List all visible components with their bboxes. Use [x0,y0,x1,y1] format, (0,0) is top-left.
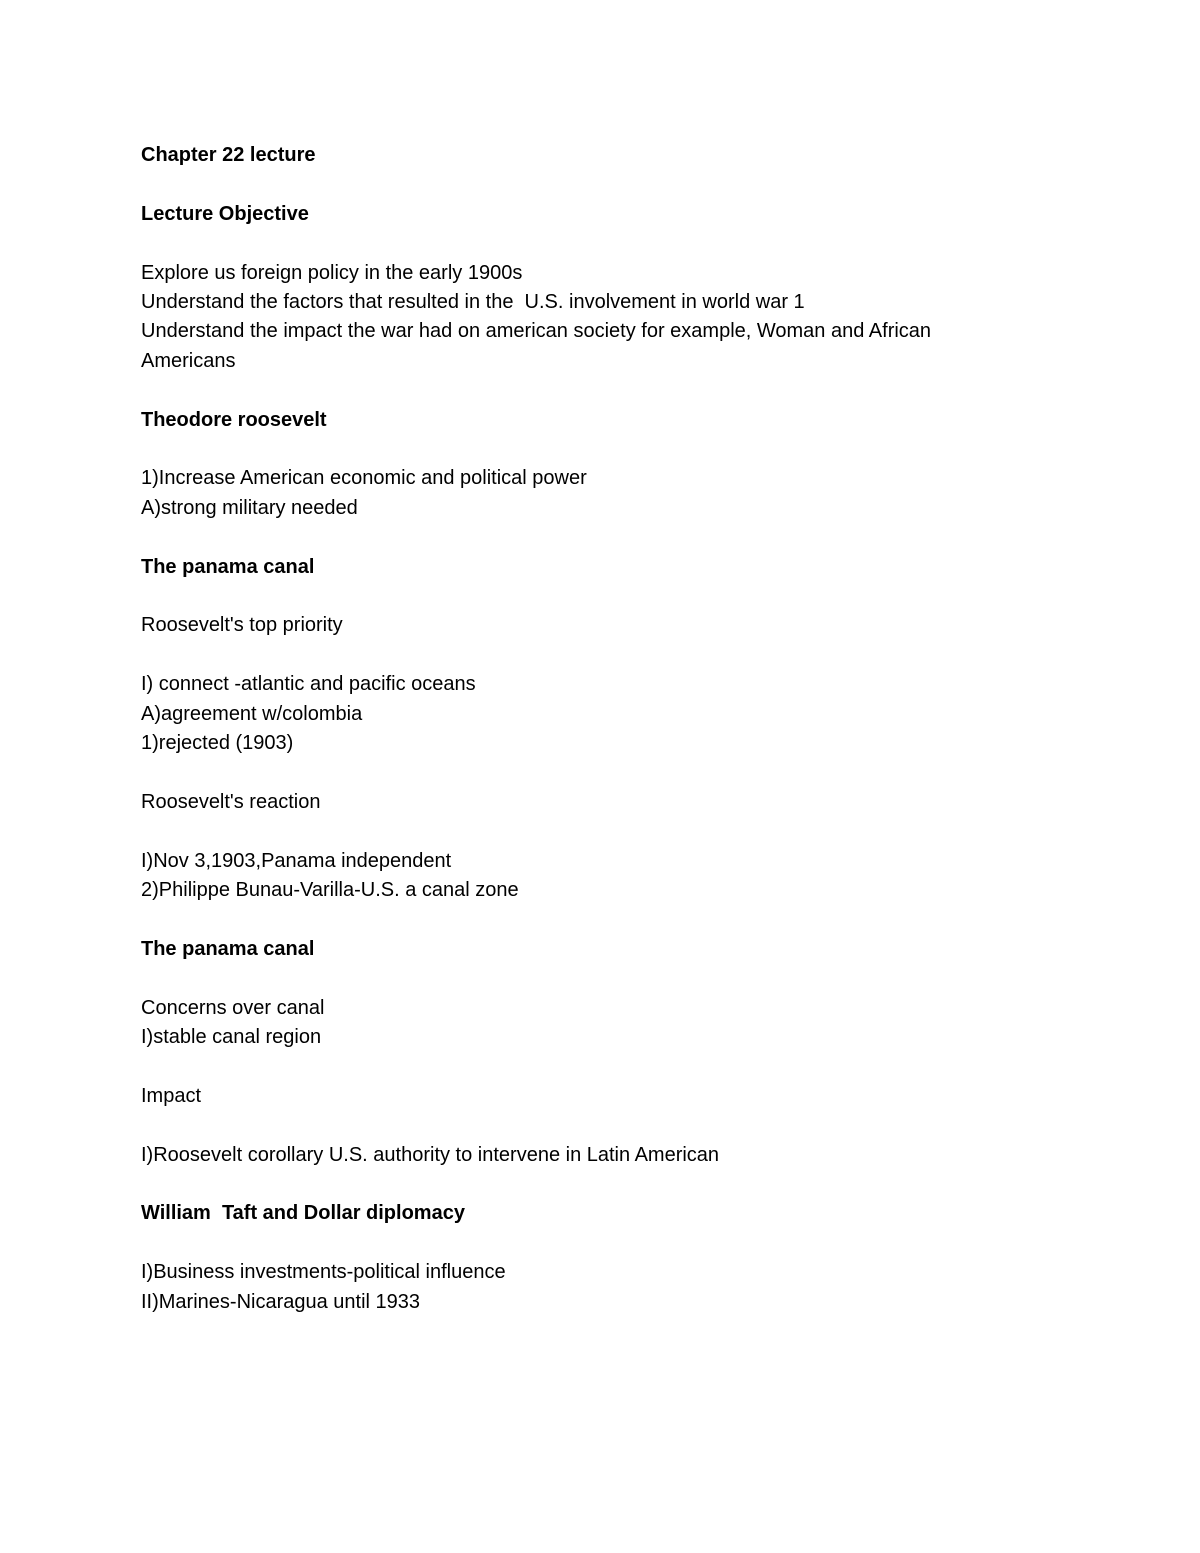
spacer [141,964,1041,993]
text-line: 1)rejected (1903) [141,732,294,755]
text-line: I)Roosevelt corollary U.S. authority to intervene in Latin American [141,1143,720,1166]
section-heading: Theodore roosevelt [141,408,327,431]
spacer [141,1229,1041,1258]
spacer [141,905,1041,934]
text-line: 2)Philippe Bunau-Varilla-U.S. a canal zone [141,879,519,902]
text-line: Americans [141,349,236,372]
spacer [141,435,1041,464]
text-line: Understand the factors that resulted in the U.S. involvement in world war 1 [141,291,805,313]
text-line: Impact [141,1084,202,1107]
spacer [141,170,1041,199]
spacer [141,1170,1041,1199]
section-heading: William Taft and Dollar diplomacy [141,1202,465,1225]
text-line: I)stable canal region [141,1026,322,1049]
text-line: I) connect -atlantic and pacific oceans [141,673,476,696]
section-heading: The panama canal [141,937,315,960]
text-line: I)Nov 3,1903,Panama independent [141,849,452,872]
spacer [141,376,1041,405]
text-line: Roosevelt's reaction [141,790,321,813]
spacer [141,817,1041,846]
text-line: II)Marines-Nicaragua until 1933 [141,1290,421,1313]
text-line: Roosevelt's top priority [141,614,343,637]
text-line: A)strong military needed [141,496,358,519]
spacer [141,523,1041,552]
section-heading: Lecture Objective [141,202,309,225]
text-line: Concerns over canal [141,996,325,1019]
text-line: Explore us foreign policy in the early 1900s [141,261,523,284]
spacer [141,1052,1041,1081]
spacer [141,758,1041,787]
spacer [141,229,1041,258]
text-line: 1)Increase American economic and political power [141,467,587,490]
document-body [141,141,1041,1317]
spacer [141,1111,1041,1140]
spacer [141,582,1041,611]
section-heading: The panama canal [141,555,315,578]
text-line: Understand the impact the war had on american society for example, Woman and African [141,320,932,343]
spacer [141,641,1041,670]
document-title: Chapter 22 lecture [141,144,316,166]
text-line: A)agreement w/colombia [141,702,363,725]
text-line: I)Business investments-political influence [141,1261,506,1284]
